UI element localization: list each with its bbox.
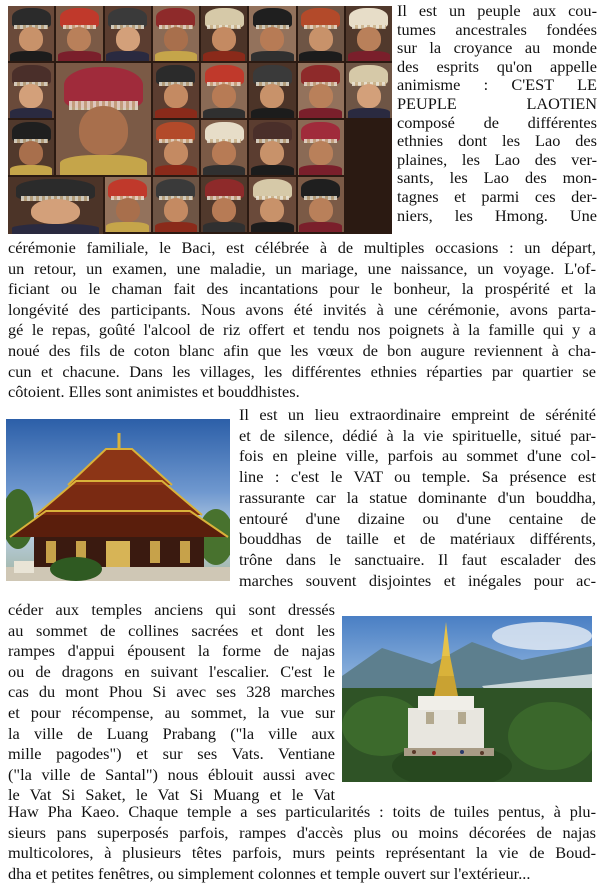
text-line: côtoient. Elles sont animistes et bouddhistes.: [8, 382, 300, 402]
text-line: cérémonie familiale, le Baci, est célébrée à de multiples occasions : un départ,: [8, 238, 596, 257]
portrait-photo: [153, 177, 199, 232]
portrait-photo: [153, 63, 199, 118]
portrait-photo: [56, 6, 102, 61]
temple-photo: [6, 419, 230, 581]
text-line: ou de dragons en suivant l'escalier. C'est le: [8, 661, 335, 681]
text-line: tumes ancestrales fondées: [397, 19, 597, 39]
text-line: ficiant ou le chaman fait des incantations pour le bonheur, la prospérité et la: [8, 279, 596, 299]
portrait-photo: [56, 63, 151, 175]
portrait-photo: [8, 63, 54, 118]
portrait-photo: [298, 177, 344, 232]
text-line: animisme : C'EST LE: [397, 75, 597, 95]
text-line: Il est un peuple aux cou-: [397, 1, 597, 20]
text-line: cun et chacune. Dans les villages, les différentes ethnies réparties par quartier se: [8, 361, 596, 381]
text-line: et de silence, dédié à la vie spirituelle, situé par-: [239, 425, 596, 445]
text-line: noué des fils de coton blanc afin que les vœux de bon augure reviennent à cha-: [8, 341, 596, 360]
portrait-photo: [105, 177, 151, 232]
text-line: céder aux temples anciens qui sont dressés: [8, 600, 335, 619]
portrait-photo: [298, 6, 344, 61]
text-line: niers, les Hmong. Une: [397, 205, 597, 225]
text-line: PEUPLE LAOTIEN: [397, 94, 597, 113]
text-line: line : c'est le VAT ou temple. Sa présence est: [239, 467, 596, 487]
portrait-photo: [249, 6, 295, 61]
text-line: Haw Pha Kaeo. Chaque temple a ses particularités : toits de tuiles pentus, à plu-: [8, 802, 596, 821]
text-line: multicolores, à plusieurs têtes parfois, murs peints représentant la vie de Boud-: [8, 843, 596, 863]
phou-si-stupa-photo: [342, 616, 592, 782]
ethnic-portraits-collage: [8, 6, 392, 234]
portrait-photo: [298, 63, 344, 118]
text-line: un retour, un examen, une maladie, un mariage, une naissance, un voyage. L'of-: [8, 258, 596, 278]
text-line: gé le repas, goûté l'alcool de riz offert et tendu nos poignets à la famille qui y a: [8, 320, 596, 340]
portrait-photo: [201, 6, 247, 61]
portrait-photo: [8, 177, 103, 234]
portrait-photo: [346, 63, 392, 118]
text-line: longévité des participants. Nous avons été invités à une cérémonie, avons parta-: [8, 299, 596, 319]
text-line: la ville de Luang Prabang ("la ville aux: [8, 723, 335, 743]
text-line: fois en pleine ville, parfois au sommet d'une col-: [239, 446, 596, 466]
portrait-photo: [249, 177, 295, 232]
portrait-photo: [153, 120, 199, 175]
text-line: et pour récompense, au sommet, la vue sur: [8, 703, 335, 722]
portrait-photo: [8, 120, 54, 175]
text-line: ("la ville de Santal") nous éblouit aussi avec: [8, 764, 335, 784]
text-line: Il est un lieu extraordinaire empreint de sérénité: [239, 405, 596, 424]
text-line: sants, les Lao des mon-: [397, 168, 597, 188]
text-line: tagnes et parmi ces der-: [397, 187, 597, 206]
text-line: dha et petites fenêtres, ou simplement colonnes et temple ouvert sur l'extérieur...: [8, 863, 531, 883]
portrait-photo: [105, 6, 151, 61]
text-line: entouré d'une dizaine ou d'une centaine de: [239, 508, 596, 528]
portrait-photo: [201, 177, 247, 232]
text-line: le Vat Si Saket, le Vat Si Muang et le Vat: [8, 785, 335, 805]
text-line: des esprits qu'on appelle: [397, 56, 597, 76]
text-line: au sommet de collines sacrées et dont les: [8, 620, 335, 640]
text-line: bouddhas de taille et de matériaux différents,: [239, 529, 596, 549]
text-line: plaines, les Lao des ver-: [397, 149, 597, 169]
portrait-photo: [153, 6, 199, 61]
text-line: marches souvent disjointes et inégales pour ac-: [239, 570, 596, 590]
text-line: sieurs pans superposés parfois, rampes d'accès plus ou moins décorées de najas: [8, 822, 596, 842]
text-line: ethnies dont les Lao des: [397, 131, 597, 151]
portrait-photo: [201, 63, 247, 118]
portrait-photo: [298, 120, 344, 175]
text-line: sur la croyance au monde: [397, 38, 597, 58]
text-line: cas du mont Phou Si avec ses 328 marches: [8, 682, 335, 702]
portrait-photo: [346, 6, 392, 61]
portrait-photo: [8, 6, 54, 61]
text-line: mille pagodes") et sur ses Vats. Ventiane: [8, 744, 335, 764]
portrait-photo: [249, 120, 295, 175]
portrait-photo: [249, 63, 295, 118]
portrait-photo: [201, 120, 247, 175]
text-line: composé de différentes: [397, 112, 597, 132]
text-line: rassurante car la statue dominante d'un bouddha,: [239, 487, 596, 507]
text-line: rampes d'appui épousent la forme de najas: [8, 641, 335, 661]
text-line: trône dans le sanctuaire. Il faut escalader des: [239, 549, 596, 569]
